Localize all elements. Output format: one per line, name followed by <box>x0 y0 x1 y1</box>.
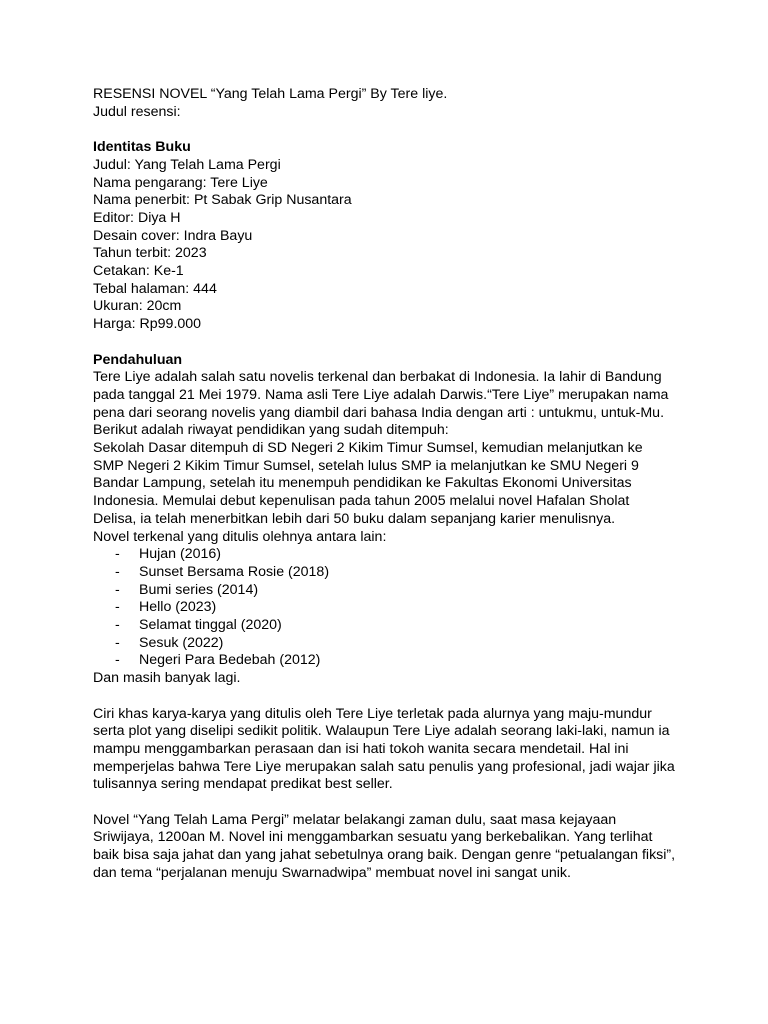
identitas-row: Harga: Rp99.000 <box>93 316 202 333</box>
section-heading-pendahuluan: Pendahuluan <box>93 351 183 368</box>
list-dash: - <box>115 634 120 651</box>
paragraph-line: mampu menggambarkan perasaan dan isi hati tokoh wanita secara mendetail. Hal ini <box>93 740 629 757</box>
identitas-row: Nama pengarang: Tere Liye <box>93 174 268 191</box>
identitas-row: Tebal halaman: 444 <box>93 280 217 297</box>
list-dash: - <box>115 617 120 634</box>
paragraph-line: Novel “Yang Telah Lama Pergi” melatar belakangi zaman dulu, saat masa kejayaan <box>93 811 617 828</box>
novel-list <box>93 546 693 670</box>
paragraph-line: Bandar Lampung, setelah itu menempuh pendidikan ke Fakultas Ekonomi Universitas <box>93 475 632 492</box>
spacer <box>93 121 693 139</box>
list-item-text: Sesuk (2022) <box>139 634 224 651</box>
list-item-text: Bumi series (2014) <box>139 581 259 598</box>
paragraph-line: Novel terkenal yang ditulis olehnya antara lain: <box>93 528 387 545</box>
paragraph-line: Indonesia. Memulai debut kepenulisan pada tahun 2005 melalui novel Hafalan Sholat <box>93 493 630 510</box>
paragraph-line: baik bisa saja jahat dan yang jahat sebetulnya orang baik. Dengan genre “petualangan fiksi”, <box>93 847 676 864</box>
paragraph-line: Sriwijaya, 1200an M. Novel ini menggambarkan sesuatu yang berkebalikan. Yang terlihat <box>93 829 653 846</box>
paragraph-line: pena dari seorang novelis yang diambil dari bahasa India dengan arti : untukmu, untuk-Mu. <box>93 404 665 421</box>
list-dash: - <box>115 563 120 580</box>
paragraph-line: Delisa, ia telah menerbitkan lebih dari 50 buku dalam sepanjang karier menulisnya. <box>93 510 616 527</box>
paragraph-line: Tere Liye adalah salah satu novelis terkenal dan berbakat di Indonesia. Ia lahir di Bandung <box>93 369 662 386</box>
list-item-text: Hello (2023) <box>139 599 217 616</box>
identitas-row: Desain cover: Indra Bayu <box>93 227 253 244</box>
list-item <box>93 599 693 617</box>
list-item <box>93 546 693 564</box>
paragraph-line: serta plot yang diselipi sedikit politik. Walaupun Tere Liye adalah seorang laki-laki, namun ia <box>93 723 670 740</box>
list-dash: - <box>115 581 120 598</box>
identitas-row: Cetakan: Ke-1 <box>93 263 184 280</box>
spacer <box>93 334 693 352</box>
list-item-text: Sunset Bersama Rosie (2018) <box>139 563 330 580</box>
list-dash: - <box>115 652 120 669</box>
list-closing-line: Dan masih banyak lagi. <box>93 670 241 687</box>
review-title-label: Judul resensi: <box>93 103 181 120</box>
identitas-row: Nama penerbit: Pt Sabak Grip Nusantara <box>93 192 352 209</box>
identitas-row: Editor: Diya H <box>93 209 181 226</box>
paragraph-line: pada tanggal 21 Mei 1979. Nama asli Tere Liye adalah Darwis.“Tere Liye” merupakan nama <box>93 386 669 403</box>
list-item-text: Negeri Para Bedebah (2012) <box>139 652 321 669</box>
identitas-row: Tahun terbit: 2023 <box>93 245 207 262</box>
document-page <box>93 86 693 883</box>
paragraph-line: Sekolah Dasar ditempuh di SD Negeri 2 Kikim Timur Sumsel, kemudian melanjutkan ke <box>93 440 643 457</box>
paragraph-line: SMP Negeri 2 Kikim Timur Sumsel, setelah lulus SMP ia melanjutkan ke SMU Negeri 9 <box>93 457 639 474</box>
list-item-text: Hujan (2016) <box>139 546 222 563</box>
list-item <box>93 652 693 670</box>
document-title: RESENSI NOVEL “Yang Telah Lama Pergi” By Tere liye. <box>93 86 448 102</box>
paragraph-line: memperjelas bahwa Tere Liye merupakan salah satu penulis yang profesional, jadi wajar jika <box>93 758 675 775</box>
spacer <box>93 794 693 812</box>
paragraph-line: Berikut adalah riwayat pendidikan yang sudah ditempuh: <box>93 422 449 439</box>
list-item <box>93 635 693 653</box>
list-item <box>93 564 693 582</box>
identitas-row: Ukuran: 20cm <box>93 298 182 315</box>
list-item-text: Selamat tinggal (2020) <box>139 617 282 634</box>
list-item <box>93 582 693 600</box>
section-heading-identitas: Identitas Buku <box>93 139 191 156</box>
list-item <box>93 617 693 635</box>
list-dash: - <box>115 546 120 563</box>
paragraph-line: dan tema “perjalanan menuju Swarnadwipa” membuat novel ini sangat unik. <box>93 864 571 881</box>
spacer <box>93 688 693 706</box>
list-dash: - <box>115 599 120 616</box>
paragraph-line: Ciri khas karya-karya yang ditulis oleh Tere Liye terletak pada alurnya yang maju-mundur <box>93 705 652 722</box>
identitas-row: Judul: Yang Telah Lama Pergi <box>93 156 281 173</box>
paragraph-line: tulisannya sering mendapat predikat best seller. <box>93 776 393 793</box>
